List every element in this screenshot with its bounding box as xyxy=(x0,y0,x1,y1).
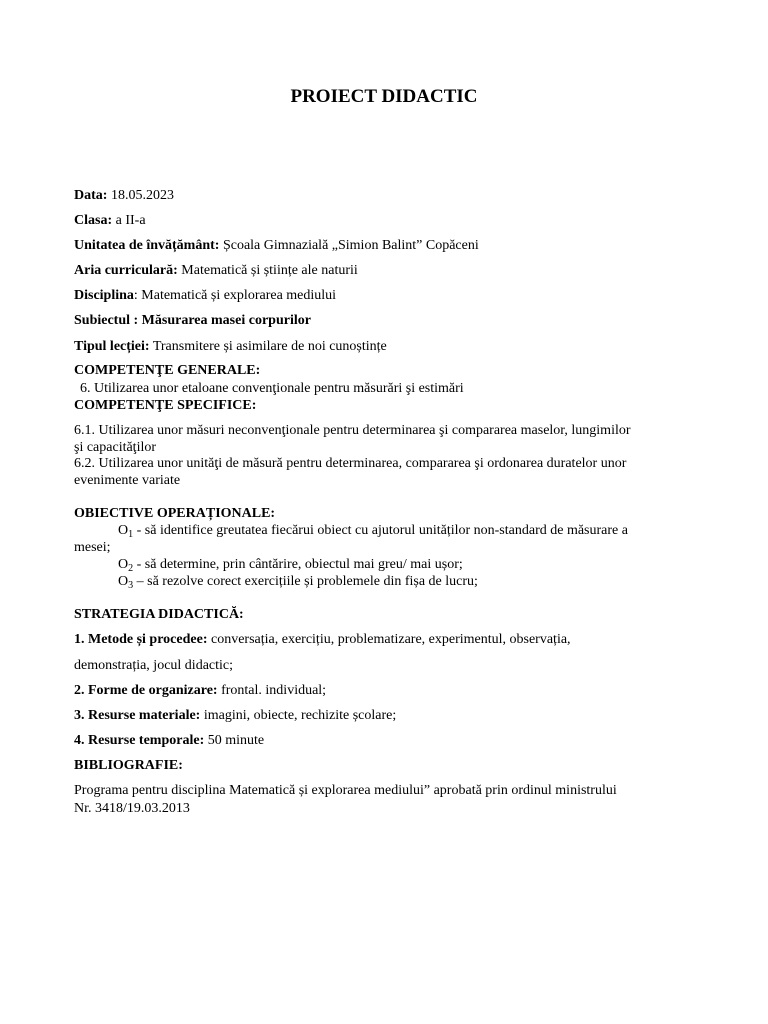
curricular-area-label: Aria curriculară: xyxy=(74,263,178,278)
objective-o3 xyxy=(118,573,478,590)
organization-forms-label: 2. Forme de organizare: xyxy=(74,683,218,698)
bibliography-line1: Programa pentru disciplina Matematică și explorarea mediului” aprobată prin ordinul ministrului xyxy=(74,783,617,798)
objective-o3-index: 3 xyxy=(128,580,134,591)
material-resources-line xyxy=(74,707,396,724)
general-competences-heading: COMPETENŢE GENERALE: xyxy=(74,363,261,378)
general-competence-item: 6. Utilizarea unor etaloane convenţionale pentru măsurări şi estimări xyxy=(80,381,464,396)
objective-o1-letter: O xyxy=(118,523,129,538)
material-resources-label: 3. Resurse materiale: xyxy=(74,708,201,723)
objective-o2-text: - să determine, prin cântărire, obiectul mai greu/ mai ușor; xyxy=(133,557,463,572)
objective-o1-text: - să identifice greutatea fiecărui obiect cu ajutorul unităților non-standard de măsurare a xyxy=(133,523,628,538)
discipline-line xyxy=(74,287,336,304)
document-title: PROIECT DIDACTIC xyxy=(290,86,478,107)
subject-text: Subiectul : Măsurarea masei corpurilor xyxy=(74,313,311,328)
bibliography-heading: BIBLIOGRAFIE: xyxy=(74,758,183,773)
methods-line xyxy=(74,631,571,648)
date-label: Data: xyxy=(74,188,108,203)
methods-value: conversația, exercițiu, problematizare, experimentul, observația, xyxy=(207,632,571,647)
specific-competences-heading: COMPETENŢE SPECIFICE: xyxy=(74,398,257,413)
objective-o3-letter: O xyxy=(118,574,129,589)
curricular-area-value: Matematică și științe ale naturii xyxy=(177,263,358,278)
class-label: Clasa: xyxy=(74,213,113,228)
school-label: Unitatea de învățământ: xyxy=(74,238,220,253)
curricular-area-line xyxy=(74,262,358,279)
class-value: a II-a xyxy=(112,213,146,228)
material-resources-value: imagini, obiecte, rechizite școlare; xyxy=(200,708,397,723)
specific-competence-2-line2: evenimente variate xyxy=(74,473,181,488)
discipline-value: : Matematică și explorarea mediului xyxy=(133,288,337,303)
objective-o3-text: – să rezolve corect exercițiile și problemele din fișa de lucru; xyxy=(133,574,478,589)
objective-o2 xyxy=(118,556,463,573)
objectives-heading: OBIECTIVE OPERAȚIONALE: xyxy=(74,506,276,521)
objective-o1-index: 1 xyxy=(128,529,134,540)
organization-forms-value: frontal. individual; xyxy=(217,683,327,698)
class-line xyxy=(74,212,146,229)
methods-continuation: demonstrația, jocul didactic; xyxy=(74,658,234,673)
organization-forms-line xyxy=(74,682,326,699)
objective-o2-letter: O xyxy=(118,557,129,572)
school-value: Școala Gimnazială „Simion Balint” Copăceni xyxy=(219,238,479,253)
bibliography-line2: Nr. 3418/19.03.2013 xyxy=(74,801,190,816)
time-resources-label: 4. Resurse temporale: xyxy=(74,733,205,748)
date-value: 18.05.2023 xyxy=(107,188,174,203)
strategy-heading: STRATEGIA DIDACTICĂ: xyxy=(74,607,244,622)
objective-o1-continuation: mesei; xyxy=(74,540,111,555)
objective-o2-index: 2 xyxy=(128,563,134,574)
subject-line xyxy=(74,312,311,329)
specific-competence-1-line2: şi capacităţilor xyxy=(74,440,157,455)
discipline-label: Disciplina xyxy=(74,288,134,303)
lesson-type-line xyxy=(74,338,387,355)
time-resources-value: 50 minute xyxy=(204,733,265,748)
school-line xyxy=(74,237,479,254)
time-resources-line xyxy=(74,732,264,749)
objective-o1 xyxy=(118,522,628,539)
lesson-type-label: Tipul lecției: xyxy=(74,339,150,354)
methods-label: 1. Metode și procedee: xyxy=(74,632,208,647)
specific-competence-2-line1: 6.2. Utilizarea unor unităţi de măsură pentru determinarea, compararea şi ordonarea duratelor unor xyxy=(74,456,627,471)
lesson-type-value: Transmitere și asimilare de noi cunoștințe xyxy=(149,339,387,354)
date-line xyxy=(74,187,174,204)
specific-competence-1-line1: 6.1. Utilizarea unor măsuri neconvenţionale pentru determinarea şi compararea maselor, lungimilor xyxy=(74,423,631,438)
